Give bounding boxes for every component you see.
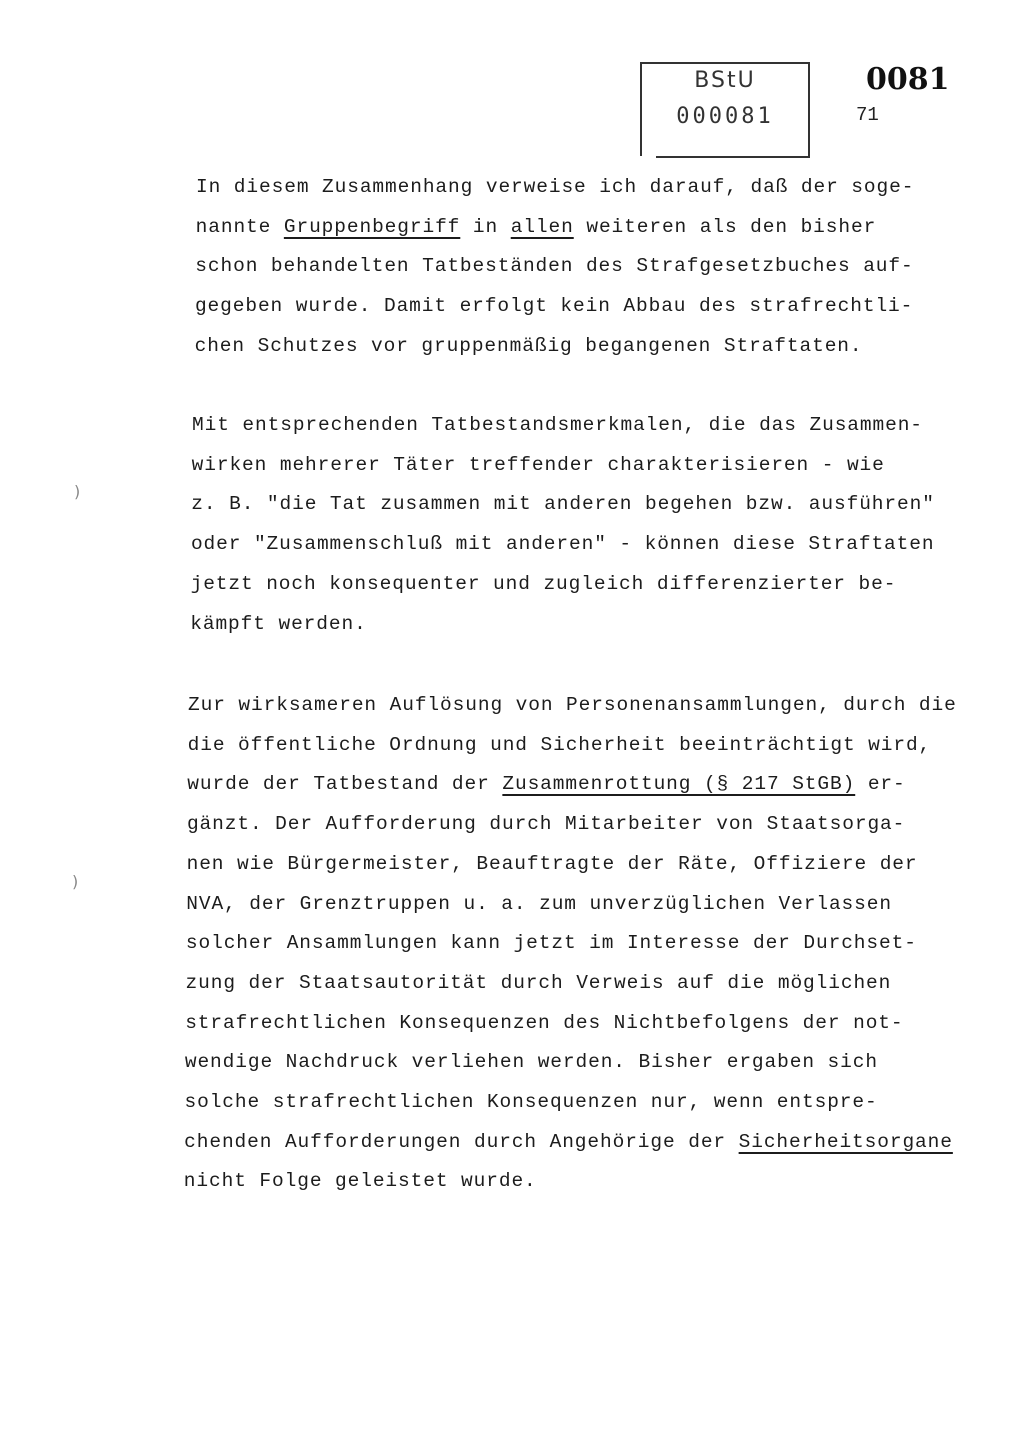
text-line: gänzt. Der Aufforderung durch Mitarbeiter von Staatsorga- [186, 813, 906, 836]
text-line: strafrechtlichen Konsequenzen des Nichtbefolgens der not- [185, 1011, 904, 1034]
text-run: in [460, 215, 511, 238]
text-line: nicht Folge geleistet wurde. [183, 1170, 537, 1193]
text-line: Zur wirksameren Auflösung von Personenansammlungen, durch die [188, 694, 957, 716]
text-line: schon behandelten Tatbeständen des Strafgesetzbuches auf- [195, 255, 914, 278]
text-line [184, 1131, 953, 1153]
text-line: jetzt noch konsequenter und zugleich differenzierter be- [190, 572, 897, 595]
text-line: solche strafrechtlichen Konsequenzen nur, wenn entspre- [184, 1091, 878, 1113]
bstu-archive-stamp [640, 62, 810, 156]
archive-page-number: 0081 [866, 62, 950, 97]
text-run: er- [855, 773, 906, 796]
text-run: chenden Aufforderungen durch Angehörige der [184, 1130, 739, 1153]
text-line [187, 773, 905, 795]
underlined-term: Gruppenbegriff [283, 215, 461, 238]
text-run: wurde der Tatbestand der [187, 773, 503, 796]
stamp-label: BStU [694, 68, 756, 93]
text-line: oder "Zusammenschluß mit anderen" - können diese Straftaten [190, 533, 935, 556]
underlined-term: Sicherheitsorgane [738, 1130, 953, 1153]
punch-hole-mark: ) [74, 482, 81, 501]
text-run: weiteren als den bisher [573, 215, 877, 238]
text-line: kämpft werden. [190, 612, 367, 635]
text-line: NVA, der Grenztruppen u. a. zum unverzüglichen Verlassen [186, 892, 892, 915]
page-number: 71 [856, 104, 879, 126]
text-line [196, 216, 877, 238]
text-line: zung der Staatsautorität durch Verweis auf die möglichen [185, 971, 892, 994]
text-line: nen wie Bürgermeister, Beauftragte der Räte, Offiziere der [186, 852, 918, 875]
text-line: wirken mehrerer Täter treffender charakterisieren - wie [191, 453, 885, 476]
text-line: z. B. "die Tat zusammen mit anderen begehen bzw. ausführen" [191, 493, 935, 516]
underlined-term: Zusammenrottung (§ 217 StGB) [502, 773, 856, 796]
text-line: In diesem Zusammenhang verweise ich darauf, daß der soge- [196, 176, 915, 198]
text-line: wendige Nachdruck verliehen werden. Bisher ergaben sich [184, 1051, 878, 1074]
text-line: chen Schutzes vor gruppenmäßig begangenen Straftaten. [194, 334, 863, 357]
stamp-number: 000081 [676, 104, 774, 129]
text-line: Mit entsprechenden Tatbestandsmerkmalen, die das Zusammen- [192, 414, 923, 436]
text-line: solcher Ansammlungen kann jetzt im Interesse der Durchset- [185, 932, 917, 955]
text-line: gegeben wurde. Damit erfolgt kein Abbau des strafrechtli- [194, 295, 914, 318]
underlined-term: allen [510, 215, 574, 238]
punch-hole-mark: ) [72, 872, 79, 891]
text-run: nannte [195, 215, 284, 238]
text-line: die öffentliche Ordnung und Sicherheit beeinträchtigt wird, [187, 733, 932, 756]
